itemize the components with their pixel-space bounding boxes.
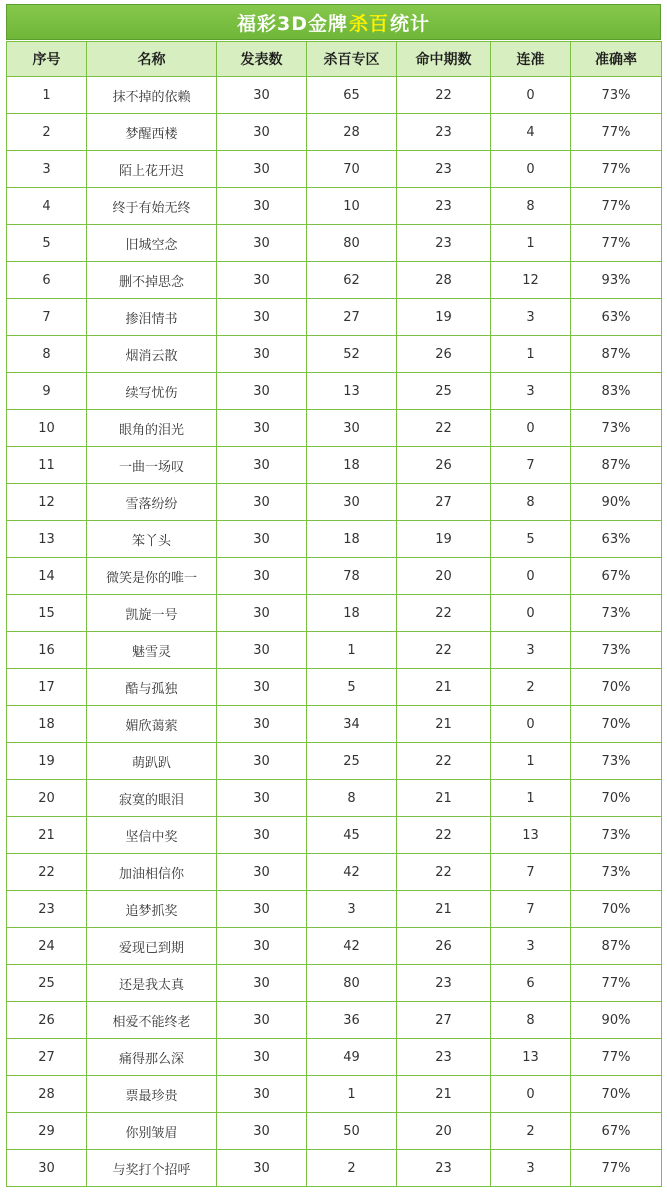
- row-streak: 13: [491, 1039, 571, 1076]
- row-hits: 22: [397, 77, 491, 114]
- row-zone: 27: [307, 299, 397, 336]
- row-posts: 30: [217, 262, 307, 299]
- row-posts: 30: [217, 1002, 307, 1039]
- row-zone: 13: [307, 373, 397, 410]
- table-row: [7, 706, 662, 743]
- row-name: 媚欣蔼萦: [87, 706, 217, 743]
- row-posts: 30: [217, 891, 307, 928]
- page-title: [6, 4, 661, 40]
- row-index: 14: [7, 558, 87, 595]
- row-index: 27: [7, 1039, 87, 1076]
- row-accuracy: 77%: [571, 151, 662, 188]
- row-hits: 26: [397, 336, 491, 373]
- row-index: 20: [7, 780, 87, 817]
- row-zone: 50: [307, 1113, 397, 1150]
- row-streak: 3: [491, 632, 571, 669]
- row-streak: 3: [491, 928, 571, 965]
- row-name: 痛得那么深: [87, 1039, 217, 1076]
- row-index: 26: [7, 1002, 87, 1039]
- row-name: 一曲一场叹: [87, 447, 217, 484]
- row-streak: 6: [491, 965, 571, 1002]
- row-index: 8: [7, 336, 87, 373]
- table-row: [7, 1113, 662, 1150]
- row-posts: 30: [217, 1150, 307, 1187]
- row-index: 1: [7, 77, 87, 114]
- row-name: 眼角的泪光: [87, 410, 217, 447]
- table-row: [7, 336, 662, 373]
- row-zone: 70: [307, 151, 397, 188]
- row-hits: 27: [397, 1002, 491, 1039]
- row-zone: 28: [307, 114, 397, 151]
- row-accuracy: 83%: [571, 373, 662, 410]
- row-posts: 30: [217, 817, 307, 854]
- table-row: [7, 77, 662, 114]
- table-row: [7, 373, 662, 410]
- row-streak: 7: [491, 447, 571, 484]
- row-name: 萌趴趴: [87, 743, 217, 780]
- row-accuracy: 77%: [571, 225, 662, 262]
- row-hits: 21: [397, 706, 491, 743]
- row-accuracy: 73%: [571, 743, 662, 780]
- row-name: 凯旋一号: [87, 595, 217, 632]
- row-zone: 2: [307, 1150, 397, 1187]
- row-hits: 25: [397, 373, 491, 410]
- row-streak: 1: [491, 743, 571, 780]
- row-posts: 30: [217, 225, 307, 262]
- row-hits: 22: [397, 632, 491, 669]
- row-accuracy: 73%: [571, 77, 662, 114]
- row-hits: 20: [397, 1113, 491, 1150]
- row-hits: 26: [397, 928, 491, 965]
- row-accuracy: 87%: [571, 447, 662, 484]
- row-posts: 30: [217, 373, 307, 410]
- row-hits: 28: [397, 262, 491, 299]
- row-name: 票最珍贵: [87, 1076, 217, 1113]
- table-row: [7, 817, 662, 854]
- row-index: 23: [7, 891, 87, 928]
- row-accuracy: 73%: [571, 632, 662, 669]
- row-hits: 22: [397, 410, 491, 447]
- row-zone: 80: [307, 225, 397, 262]
- row-index: 29: [7, 1113, 87, 1150]
- row-streak: 8: [491, 484, 571, 521]
- table-row: [7, 1076, 662, 1113]
- row-name: 旧城空念: [87, 225, 217, 262]
- row-hits: 27: [397, 484, 491, 521]
- row-hits: 21: [397, 1076, 491, 1113]
- row-hits: 19: [397, 521, 491, 558]
- table-row: [7, 188, 662, 225]
- table-body: [7, 77, 662, 1187]
- table-row: [7, 410, 662, 447]
- row-zone: 34: [307, 706, 397, 743]
- table-row: [7, 225, 662, 262]
- row-posts: 30: [217, 706, 307, 743]
- row-name: 陌上花开迟: [87, 151, 217, 188]
- row-streak: 3: [491, 373, 571, 410]
- row-zone: 49: [307, 1039, 397, 1076]
- row-accuracy: 77%: [571, 114, 662, 151]
- row-hits: 22: [397, 854, 491, 891]
- row-streak: 5: [491, 521, 571, 558]
- row-zone: 65: [307, 77, 397, 114]
- row-name: 相爱不能终老: [87, 1002, 217, 1039]
- title-accent: 杀百: [348, 12, 389, 35]
- table-row: [7, 854, 662, 891]
- row-name: 雪落纷纷: [87, 484, 217, 521]
- row-streak: 0: [491, 706, 571, 743]
- row-hits: 23: [397, 1150, 491, 1187]
- row-index: 4: [7, 188, 87, 225]
- row-zone: 8: [307, 780, 397, 817]
- row-index: 22: [7, 854, 87, 891]
- row-posts: 30: [217, 410, 307, 447]
- row-posts: 30: [217, 188, 307, 225]
- column-header-streak: 连准: [491, 42, 571, 77]
- row-hits: 23: [397, 1039, 491, 1076]
- row-hits: 21: [397, 780, 491, 817]
- row-accuracy: 90%: [571, 484, 662, 521]
- row-zone: 30: [307, 410, 397, 447]
- row-index: 5: [7, 225, 87, 262]
- table-row: [7, 928, 662, 965]
- statistics-table: [6, 41, 662, 1187]
- row-index: 19: [7, 743, 87, 780]
- row-posts: 30: [217, 1076, 307, 1113]
- row-posts: 30: [217, 595, 307, 632]
- row-name: 还是我太真: [87, 965, 217, 1002]
- row-hits: 22: [397, 595, 491, 632]
- row-streak: 0: [491, 558, 571, 595]
- row-streak: 8: [491, 1002, 571, 1039]
- row-name: 笨丫头: [87, 521, 217, 558]
- row-name: 爱现已到期: [87, 928, 217, 965]
- row-accuracy: 63%: [571, 299, 662, 336]
- row-accuracy: 87%: [571, 928, 662, 965]
- row-name: 魅雪灵: [87, 632, 217, 669]
- row-accuracy: 73%: [571, 595, 662, 632]
- row-name: 掺泪情书: [87, 299, 217, 336]
- row-hits: 21: [397, 891, 491, 928]
- table-row: [7, 891, 662, 928]
- row-accuracy: 87%: [571, 336, 662, 373]
- row-zone: 42: [307, 854, 397, 891]
- row-accuracy: 90%: [571, 1002, 662, 1039]
- row-name: 梦醒西楼: [87, 114, 217, 151]
- row-name: 追梦抓奖: [87, 891, 217, 928]
- row-zone: 78: [307, 558, 397, 595]
- row-streak: 0: [491, 595, 571, 632]
- row-hits: 26: [397, 447, 491, 484]
- row-posts: 30: [217, 669, 307, 706]
- title-prefix: 福彩3D金牌: [236, 12, 348, 35]
- row-name: 加油相信你: [87, 854, 217, 891]
- row-name: 你别皱眉: [87, 1113, 217, 1150]
- row-zone: 42: [307, 928, 397, 965]
- row-streak: 4: [491, 114, 571, 151]
- row-accuracy: 93%: [571, 262, 662, 299]
- row-posts: 30: [217, 299, 307, 336]
- row-name: 删不掉思念: [87, 262, 217, 299]
- row-hits: 23: [397, 188, 491, 225]
- row-index: 6: [7, 262, 87, 299]
- row-zone: 30: [307, 484, 397, 521]
- row-posts: 30: [217, 77, 307, 114]
- row-posts: 30: [217, 1039, 307, 1076]
- row-zone: 18: [307, 595, 397, 632]
- title-suffix: 统计: [390, 12, 431, 35]
- row-posts: 30: [217, 854, 307, 891]
- row-name: 微笑是你的唯一: [87, 558, 217, 595]
- table-row: [7, 965, 662, 1002]
- row-accuracy: 70%: [571, 780, 662, 817]
- row-posts: 30: [217, 484, 307, 521]
- row-index: 9: [7, 373, 87, 410]
- row-streak: 2: [491, 1113, 571, 1150]
- row-index: 16: [7, 632, 87, 669]
- row-accuracy: 67%: [571, 558, 662, 595]
- row-posts: 30: [217, 965, 307, 1002]
- row-accuracy: 73%: [571, 817, 662, 854]
- table-row: [7, 447, 662, 484]
- row-index: 24: [7, 928, 87, 965]
- row-index: 11: [7, 447, 87, 484]
- row-accuracy: 63%: [571, 521, 662, 558]
- row-zone: 62: [307, 262, 397, 299]
- table-row: [7, 558, 662, 595]
- row-posts: 30: [217, 151, 307, 188]
- table-header-row: [7, 42, 662, 77]
- row-posts: 30: [217, 743, 307, 780]
- row-posts: 30: [217, 558, 307, 595]
- row-hits: 21: [397, 669, 491, 706]
- row-hits: 23: [397, 114, 491, 151]
- row-streak: 1: [491, 336, 571, 373]
- table-row: [7, 521, 662, 558]
- row-name: 续写忧伤: [87, 373, 217, 410]
- row-hits: 22: [397, 743, 491, 780]
- row-zone: 45: [307, 817, 397, 854]
- row-accuracy: 70%: [571, 1076, 662, 1113]
- row-index: 25: [7, 965, 87, 1002]
- column-header-posts: 发表数: [217, 42, 307, 77]
- row-accuracy: 77%: [571, 188, 662, 225]
- row-streak: 0: [491, 151, 571, 188]
- row-streak: 3: [491, 299, 571, 336]
- table-row: [7, 1039, 662, 1076]
- row-streak: 0: [491, 1076, 571, 1113]
- row-accuracy: 70%: [571, 669, 662, 706]
- table-row: [7, 484, 662, 521]
- table-row: [7, 632, 662, 669]
- row-posts: 30: [217, 928, 307, 965]
- row-hits: 23: [397, 225, 491, 262]
- row-posts: 30: [217, 336, 307, 373]
- row-index: 15: [7, 595, 87, 632]
- row-posts: 30: [217, 447, 307, 484]
- table-row: [7, 743, 662, 780]
- row-zone: 18: [307, 447, 397, 484]
- row-index: 3: [7, 151, 87, 188]
- row-streak: 1: [491, 225, 571, 262]
- row-accuracy: 70%: [571, 891, 662, 928]
- row-hits: 20: [397, 558, 491, 595]
- row-streak: 2: [491, 669, 571, 706]
- row-streak: 12: [491, 262, 571, 299]
- row-accuracy: 77%: [571, 1039, 662, 1076]
- table-row: [7, 595, 662, 632]
- row-index: 30: [7, 1150, 87, 1187]
- row-index: 13: [7, 521, 87, 558]
- row-posts: 30: [217, 521, 307, 558]
- table-row: [7, 299, 662, 336]
- row-streak: 0: [491, 410, 571, 447]
- column-header-index: 序号: [7, 42, 87, 77]
- column-header-hits: 命中期数: [397, 42, 491, 77]
- table-row: [7, 262, 662, 299]
- row-index: 10: [7, 410, 87, 447]
- table-row: [7, 151, 662, 188]
- row-posts: 30: [217, 780, 307, 817]
- row-streak: 0: [491, 77, 571, 114]
- row-name: 酷与孤独: [87, 669, 217, 706]
- row-name: 寂寞的眼泪: [87, 780, 217, 817]
- row-hits: 22: [397, 817, 491, 854]
- row-zone: 80: [307, 965, 397, 1002]
- row-streak: 7: [491, 854, 571, 891]
- row-posts: 30: [217, 1113, 307, 1150]
- row-accuracy: 70%: [571, 706, 662, 743]
- row-streak: 13: [491, 817, 571, 854]
- row-zone: 25: [307, 743, 397, 780]
- row-streak: 8: [491, 188, 571, 225]
- table-row: [7, 780, 662, 817]
- row-streak: 7: [491, 891, 571, 928]
- row-name: 坚信中奖: [87, 817, 217, 854]
- row-accuracy: 73%: [571, 410, 662, 447]
- row-hits: 23: [397, 151, 491, 188]
- row-streak: 1: [491, 780, 571, 817]
- row-zone: 52: [307, 336, 397, 373]
- column-header-zone: 杀百专区: [307, 42, 397, 77]
- row-accuracy: 67%: [571, 1113, 662, 1150]
- row-accuracy: 77%: [571, 1150, 662, 1187]
- row-index: 28: [7, 1076, 87, 1113]
- row-zone: 5: [307, 669, 397, 706]
- row-index: 7: [7, 299, 87, 336]
- row-zone: 10: [307, 188, 397, 225]
- row-index: 12: [7, 484, 87, 521]
- table-row: [7, 669, 662, 706]
- row-index: 17: [7, 669, 87, 706]
- row-index: 2: [7, 114, 87, 151]
- row-zone: 1: [307, 1076, 397, 1113]
- row-streak: 3: [491, 1150, 571, 1187]
- table-row: [7, 114, 662, 151]
- row-index: 21: [7, 817, 87, 854]
- row-accuracy: 73%: [571, 854, 662, 891]
- row-hits: 23: [397, 965, 491, 1002]
- row-name: 抹不掉的依赖: [87, 77, 217, 114]
- row-name: 与奖打个招呼: [87, 1150, 217, 1187]
- row-zone: 3: [307, 891, 397, 928]
- column-header-accuracy: 准确率: [571, 42, 662, 77]
- column-header-name: 名称: [87, 42, 217, 77]
- row-posts: 30: [217, 114, 307, 151]
- row-zone: 1: [307, 632, 397, 669]
- row-name: 终于有始无终: [87, 188, 217, 225]
- row-zone: 36: [307, 1002, 397, 1039]
- row-name: 烟消云散: [87, 336, 217, 373]
- row-accuracy: 77%: [571, 965, 662, 1002]
- row-posts: 30: [217, 632, 307, 669]
- row-index: 18: [7, 706, 87, 743]
- row-zone: 18: [307, 521, 397, 558]
- table-row: [7, 1002, 662, 1039]
- row-hits: 19: [397, 299, 491, 336]
